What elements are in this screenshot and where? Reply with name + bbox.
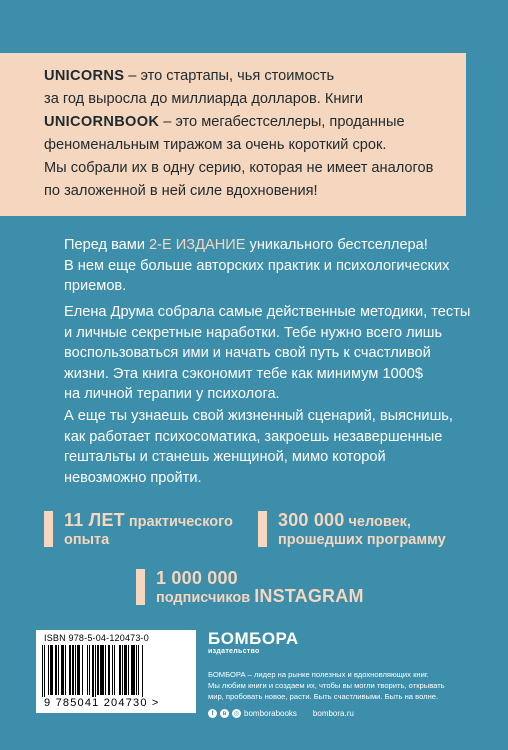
edition-highlight: 2-Е ИЗДАНИЕ: [149, 237, 246, 253]
author-paragraph: Елена Друма собрала самые действенные методики, тесты и личные секретные наработки. Тебе нужно всего лишь воспользоваться ими и начать свой путь к счастливой жизни. Эта книга сэкономит тебе как минимум 1000$ на личной терапии у психолога.: [64, 304, 471, 402]
intro-line-4: феноменальным тиражом за очень короткий срок.: [44, 137, 387, 153]
intro-line-5: Мы собрали их в одну серию, которая не имеет аналогов: [44, 160, 434, 176]
publisher-links: [208, 709, 478, 718]
stat-bar-2: [258, 511, 267, 547]
instagram-icon[interactable]: ◎: [233, 711, 240, 717]
intro-box: [0, 53, 466, 216]
facebook-icon[interactable]: f: [208, 709, 217, 718]
publisher-description: БОМБОРА – лидер на рынке полезных и вдохновляющих книг. Мы любим книги и создаем их, чтобы вы могли творить, открывать мир, пробовать новое, расти. Быть счастливыми. Быть на волне.: [208, 670, 445, 701]
publisher-subtitle: издательство: [208, 648, 260, 655]
social-handle[interactable]: bomborabooks: [244, 709, 297, 718]
stat-bar-3: [136, 569, 145, 605]
barcode-digits: 9 785041 204730 >: [42, 697, 190, 709]
publisher-logo: БОМБОРА: [208, 629, 299, 648]
stat-followers: 1 000 000 подписчиков INSTAGRAM: [156, 568, 364, 606]
barcode: [36, 630, 196, 713]
intro-line-6: по заложенной в ней силе вдохновения!: [44, 183, 318, 199]
unicorns-term: UNICORNS: [44, 68, 125, 84]
website-link[interactable]: bombora.ru: [312, 709, 354, 718]
benefits-paragraph: А еще ты узнаешь свой жизненный сценарий, выяснишь, как работает психосоматика, закроешь незавершенные гештальты и станешь женщиной, мимо которой невозможно пройти.: [64, 408, 453, 486]
publisher-block: [208, 630, 478, 718]
unicornbook-term: UNICORNBOOK: [44, 114, 160, 130]
vk-icon[interactable]: в: [220, 709, 229, 718]
barcode-bar: [143, 645, 144, 695]
barcode-bars: [42, 645, 190, 703]
intro-line-3: UNICORNBOOK – это мегабестселлеры, проданные: [44, 114, 405, 130]
intro-line-1: UNICORNS – это стартапы, чья стоимость: [44, 68, 335, 84]
stat-experience: 11 ЛЕТ практического опыта: [64, 510, 233, 548]
isbn-number: ISBN 978-5-04-120473-0: [44, 633, 149, 643]
stat-bar-1: [44, 511, 53, 547]
edition-paragraph: Перед вами 2-Е ИЗДАНИЕ уникального бестселлера! В нем еще больше авторских практик и психологических приемов.: [64, 237, 450, 294]
intro-line-2: за год выросла до миллиарда долларов. Книги: [44, 91, 364, 107]
stat-people: 300 000 человек, прошедших программу: [278, 510, 446, 548]
